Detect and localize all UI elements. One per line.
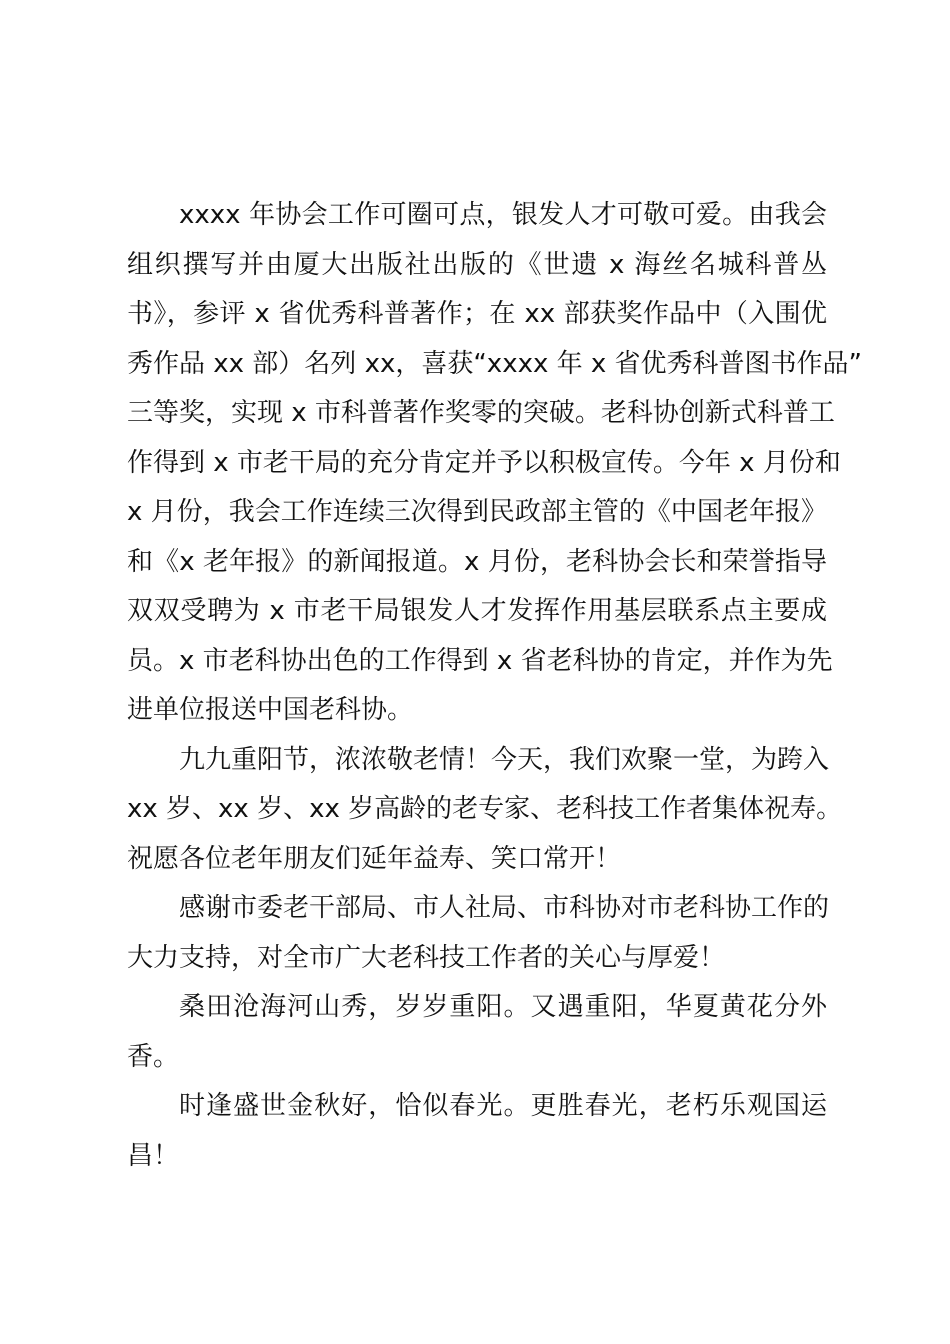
paragraph-verse-one [127, 983, 827, 1082]
text-line: xxxx 年协会工作可圈可点，银发人才可敬可爱。由我会 [179, 200, 827, 230]
text-line: 大力支持，对全市广大老科技工作者的关心与厚爱！ [127, 942, 726, 973]
text-line: 进单位报送中国老科协。 [127, 695, 414, 725]
paragraph-double-ninth [127, 736, 843, 885]
text-line: 作得到 x 市老干局的充分肯定并予以积极宣传。今年 x 月份和 [127, 447, 841, 478]
text-line: 时逢盛世金秋好，恰似春光。更胜春光，老朽乐观国运 [179, 1091, 827, 1121]
text-line: 员。x 市老科协出色的工作得到 x 省老科协的肯定，并作为先 [127, 645, 833, 676]
text-line: 祝愿各位老年朋友们延年益寿、笑口常开！ [127, 843, 622, 874]
document-body [127, 191, 863, 1181]
text-line: 书》，参评 x 省优秀科普著作；在 xx 部获奖作品中（入围优 [127, 299, 827, 329]
text-line: xx 岁、xx 岁、xx 岁高龄的老专家、老科技工作者集体祝寿。 [127, 794, 843, 824]
text-line: 昌！ [127, 1140, 180, 1171]
text-line: 香。 [127, 1041, 180, 1072]
paragraph-thanks [127, 884, 830, 983]
text-line: 九九重阳节，浓浓敬老情！今天，我们欢聚一堂，为跨入 [179, 744, 830, 775]
text-line: 三等奖，实现 x 市科普著作奖零的突破。老科协创新式科普工 [127, 398, 835, 428]
text-line: 和《x 老年报》的新闻报道。x 月份，老科协会长和荣誉指导 [127, 546, 827, 577]
text-line: x 月份，我会工作连续三次得到民政部主管的《中国老年报》 [127, 497, 827, 527]
text-line: 感谢市委老干部局、市人社局、市科协对市老科协工作的 [179, 893, 830, 923]
text-line: 桑田沧海河山秀，岁岁重阳。又遇重阳，华夏黄花分外 [179, 992, 827, 1022]
text-line: 双双受聘为 x 市老干局银发人才发挥作用基层联系点主要成 [127, 596, 827, 626]
paragraph-verse-two [127, 1082, 827, 1181]
text-line: 秀作品 xx 部）名列 xx，喜获“xxxx 年 x 省优秀科普图书作品” [127, 348, 863, 379]
text-line: 组织撰写并由厦大出版社出版的《世遗 x 海丝名城科普丛 [127, 249, 827, 280]
paragraph-achievements [127, 191, 863, 736]
